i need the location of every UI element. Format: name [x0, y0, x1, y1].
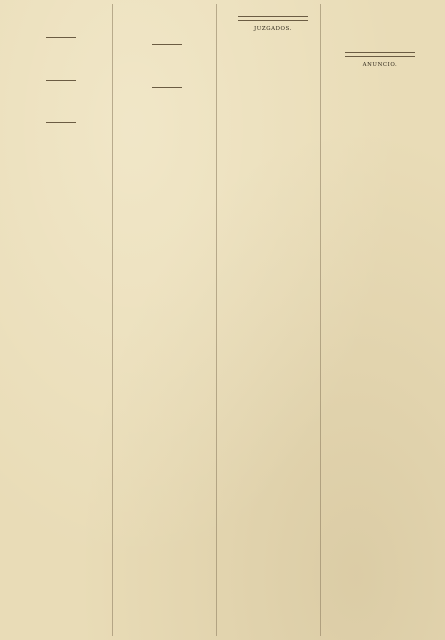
- divider-rule: [46, 80, 76, 81]
- divider-rule: [152, 44, 182, 45]
- paragraph: [12, 70, 110, 76]
- paragraph: [330, 42, 430, 48]
- paragraph: [118, 56, 216, 62]
- paragraph: [118, 70, 216, 76]
- paragraph: [12, 20, 110, 26]
- section-heading: JUZGADOS.: [253, 26, 292, 33]
- paragraph: [118, 20, 216, 26]
- text-columns: [12, 6, 435, 634]
- paragraph: [118, 6, 216, 12]
- paragraph: [12, 63, 110, 69]
- paragraph: [224, 66, 322, 72]
- section-heading: ANUNCIO.: [362, 62, 398, 69]
- paragraph: [224, 44, 322, 50]
- paragraph: [12, 134, 110, 140]
- column-1: [12, 6, 110, 634]
- notice-title: [224, 36, 322, 43]
- column-divider: [320, 4, 321, 636]
- notice-title: [118, 48, 216, 55]
- column-2: [118, 6, 216, 634]
- paragraph: [224, 51, 322, 57]
- paragraph: [224, 6, 322, 12]
- paragraph: [12, 28, 110, 34]
- paragraph: [118, 63, 216, 69]
- paragraph: [12, 49, 110, 55]
- paragraph: [118, 99, 216, 105]
- paragraph: [224, 87, 322, 93]
- paragraph: [12, 13, 110, 19]
- section-divider: [345, 52, 415, 57]
- notice-title: [12, 84, 110, 91]
- paragraph: [118, 35, 216, 41]
- paragraph: [12, 99, 110, 105]
- divider-rule: [46, 122, 76, 123]
- paragraph: [12, 6, 110, 12]
- paragraph: [330, 13, 430, 19]
- notice-title: [12, 126, 110, 133]
- column-divider: [112, 4, 113, 636]
- paragraph: [12, 92, 110, 98]
- paragraph: [224, 73, 322, 79]
- divider-rule: [152, 87, 182, 88]
- paragraph: [12, 106, 110, 112]
- paragraph: [330, 20, 430, 26]
- paragraph: [118, 78, 216, 84]
- paragraph: [330, 35, 430, 41]
- paragraph: [12, 56, 110, 62]
- notice-title: [12, 41, 110, 48]
- column-3: [224, 6, 322, 634]
- paragraph: [330, 71, 430, 77]
- paragraph: [12, 113, 110, 119]
- paragraph: [118, 28, 216, 34]
- paragraph: [224, 80, 322, 86]
- section-divider: [238, 16, 308, 21]
- column-divider: [216, 4, 217, 636]
- paragraph: [118, 113, 216, 119]
- divider-rule: [46, 37, 76, 38]
- paragraph: [118, 106, 216, 112]
- paragraph: [118, 13, 216, 19]
- paragraph: [330, 28, 430, 34]
- column-4: [330, 6, 430, 634]
- paragraph: [330, 6, 430, 12]
- notice-title: [118, 91, 216, 98]
- paragraph: [224, 59, 322, 65]
